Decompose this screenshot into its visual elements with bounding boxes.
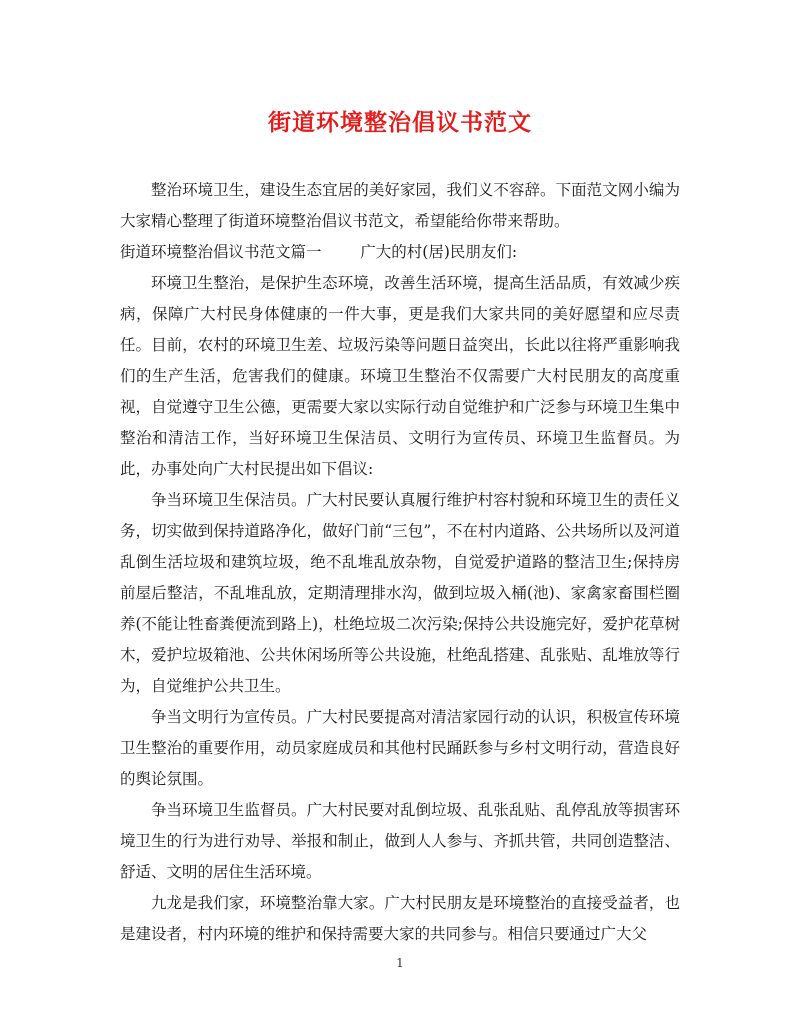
document-body — [120, 175, 680, 950]
document-title: 街道环境整治倡议书范文 — [268, 109, 532, 136]
intro-paragraph: 整治环境卫生，建设生态宜居的美好家园，我们义不容辞。下面范文网小编为大家精心整理了街道环境整治倡议书范文，希望能给你带来帮助。 — [120, 181, 680, 230]
greeting: 广大的村(居)民朋友们: — [360, 243, 518, 261]
body-paragraph: 争当环境卫生保洁员。广大村民要认真履行维护村容村貌和环境卫生的责任义务，切实做到保持道路净化，做好门前“三包”，不在村内道路、公共场所以及河道乱倒生活垃圾和建筑垃圾，绝不乱堆乱放杂物，自觉爱护道路的整洁卫生;保持房前屋后整洁，不乱堆乱放，定期清理排水沟，做到垃圾入桶(池)、家禽家畜围栏圈养(不能让牲畜粪便流到路上)，杜绝垃圾二次污染;保持公共设施完好，爱护花草树木，爱护垃圾箱池、公共休闲场所等公共设施，杜绝乱搭建、乱张贴、乱堆放等行为，自觉维护公共卫生。 — [120, 491, 680, 695]
page-number: 1 — [396, 956, 404, 970]
body-paragraph: 争当文明行为宣传员。广大村民要提高对清洁家园行动的认识，积极宣传环境卫生整治的重要作用，动员家庭成员和其他村民踊跃参与乡村文明行动，营造良好的舆论氛围。 — [120, 708, 680, 788]
body-paragraph: 九龙是我们家，环境整治靠大家。广大村民朋友是环境整治的直接受益者，也是建设者，村内环境的维护和保持需要大家的共同参与。相信只要通过广大父 — [120, 894, 680, 943]
section-heading-line — [120, 237, 680, 268]
section-heading: 街道环境整治倡议书范文篇一 — [120, 243, 322, 261]
body-paragraph: 争当环境卫生监督员。广大村民要对乱倒垃圾、乱张乱贴、乱停乱放等损害环境卫生的行为进行劝导、举报和制止，做到人人参与、齐抓共管，共同创造整洁、舒适、文明的居住生活环境。 — [120, 801, 680, 881]
body-paragraph: 环境卫生整治，是保护生态环境，改善生活环境，提高生活品质，有效减少疾病，保障广大村民身体健康的一件大事，更是我们大家共同的美好愿望和应尽责任。目前，农村的环境卫生差、垃圾污染等问题日益突出，长此以往将严重影响我们的生产生活，危害我们的健康。环境卫生整治不仅需要广大村民朋友的高度重视，自觉遵守卫生公德，更需要大家以实际行动自觉维护和广泛参与环境卫生集中整治和清洁工作，当好环境卫生保洁员、文明行为宣传员、环境卫生监督员。为此，办事处向广大村民提出如下倡议: — [120, 274, 680, 478]
